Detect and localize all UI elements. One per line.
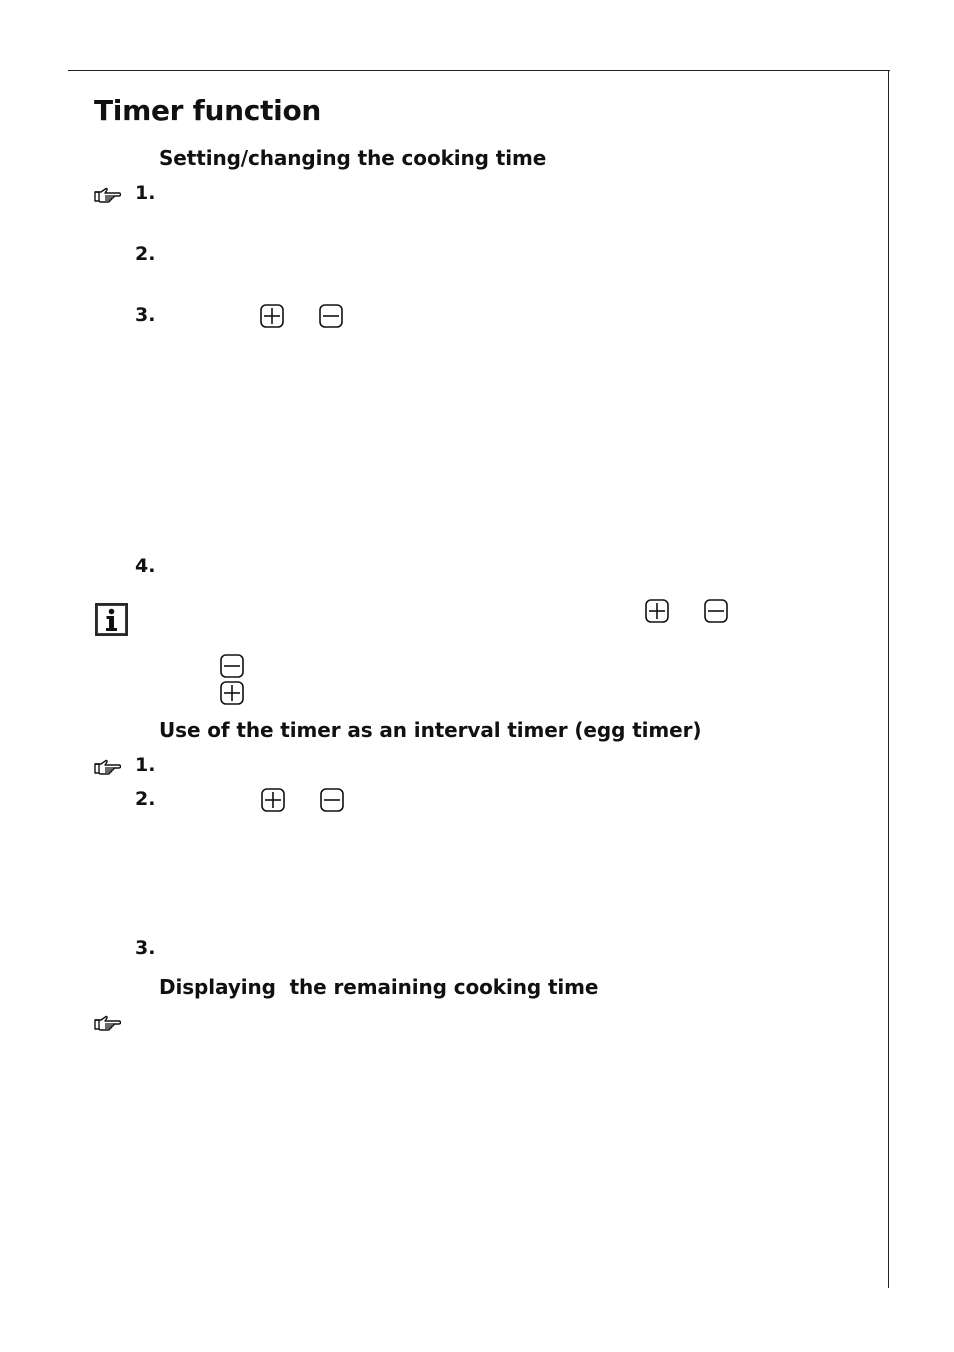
top-rule [68,70,890,71]
right-margin-rule [888,70,889,1288]
plus-key-icon [645,599,669,623]
step-number-1: 1. [135,754,156,776]
section-heading-setting: Setting/changing the cooking time [159,146,547,170]
step-number-2: 2. [135,243,156,265]
step-number-2: 2. [135,788,156,810]
step-number-1: 1. [135,182,156,204]
info-icon [95,603,128,636]
minus-key-icon [319,304,343,328]
pointing-hand-icon [93,186,121,204]
step-number-4: 4. [135,555,156,577]
pointing-hand-icon [93,758,121,776]
section-heading-remaining: Displaying the remaining cooking time [159,975,599,999]
section-heading-interval: Use of the timer as an interval timer (egg timer) [159,718,702,742]
minus-key-icon [320,788,344,812]
step-number-3: 3. [135,304,156,326]
pointing-hand-icon [93,1014,121,1032]
minus-key-icon [704,599,728,623]
plus-key-icon [260,304,284,328]
plus-key-icon [220,681,244,705]
minus-key-icon [220,654,244,678]
page-title: Timer function [94,94,322,127]
plus-key-icon [261,788,285,812]
step-number-3: 3. [135,937,156,959]
